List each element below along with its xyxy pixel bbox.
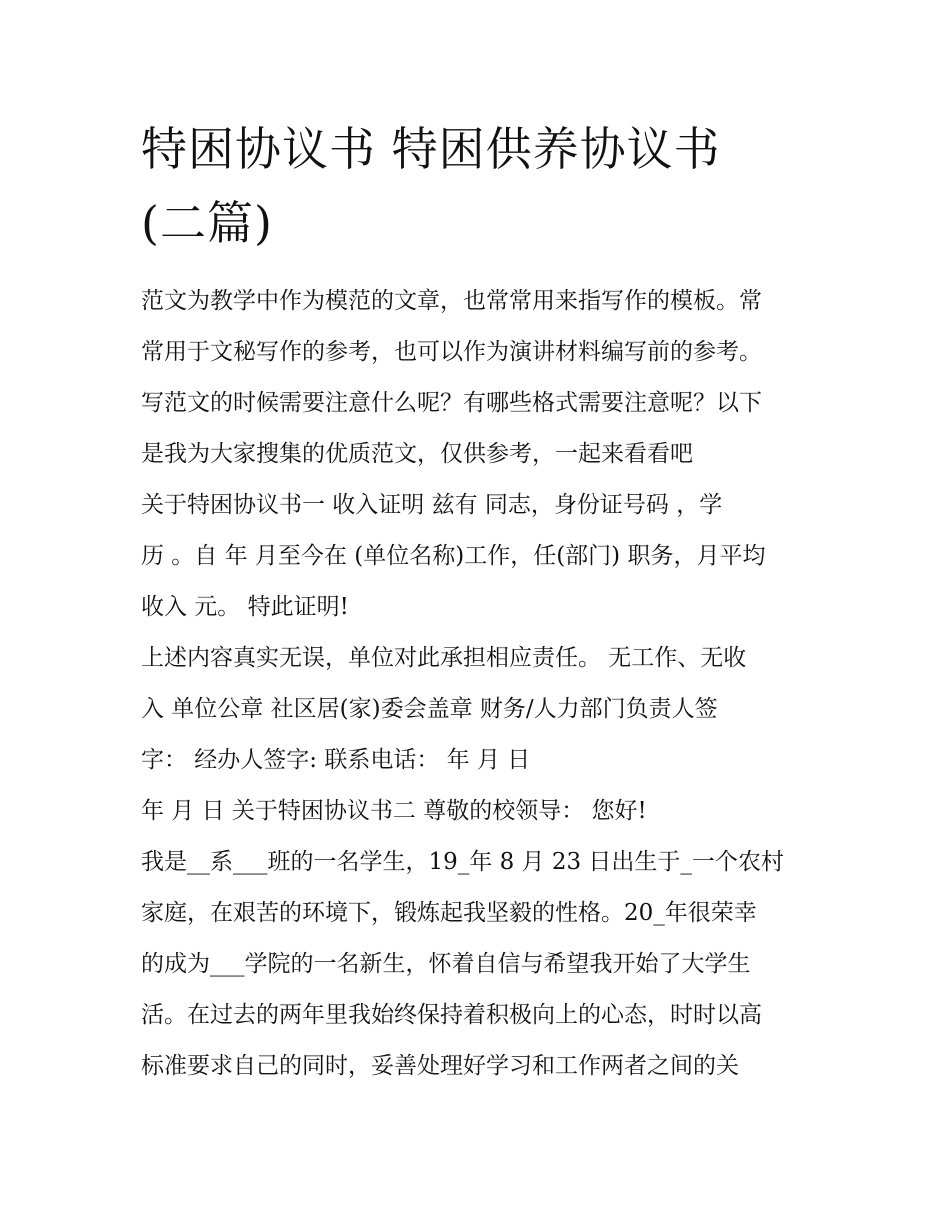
body-line: 上述内容真实无误，单位对此承担相应责任。 无工作、无收 bbox=[141, 645, 747, 671]
body-line: 活。在过去的两年里我始终保持着积极向上的心态，时时以高 bbox=[141, 1002, 762, 1028]
document-title bbox=[141, 112, 841, 260]
body-line: 标准要求自己的同时，妥善处理好学习和工作两者之间的关 bbox=[141, 1053, 739, 1079]
document-body bbox=[141, 276, 821, 1092]
title-line: (二篇) bbox=[141, 196, 273, 250]
body-line: 关于特困协议书一 收入证明 兹有 同志，身份证号码 ，学 bbox=[141, 492, 723, 518]
body-line: 我是__系___班的一名学生，19_年 8 月 23 日出生于_一个农村 bbox=[141, 849, 784, 875]
body-line: 字： 经办人签字: 联系电话： 年 月 日 bbox=[141, 747, 531, 773]
body-line: 常用于文秘写作的参考，也可以作为演讲材料编写前的参考。 bbox=[141, 339, 762, 365]
body-line: 的成为___学院的一名新生，怀着自信与希望我开始了大学生 bbox=[141, 951, 751, 977]
body-line: 写范文的时候需要注意什么呢？有哪些格式需要注意呢？以下 bbox=[141, 390, 762, 416]
body-line: 范文为教学中作为模范的文章，也常常用来指写作的模板。常 bbox=[141, 288, 762, 314]
body-line: 年 月 日 关于特困协议书二 尊敬的校领导： 您好! bbox=[141, 798, 647, 824]
body-line: 是我为大家搜集的优质范文，仅供参考，一起来看看吧 bbox=[141, 441, 693, 467]
body-line: 家庭，在艰苦的环境下，锻炼起我坚毅的性格。20_年很荣幸 bbox=[141, 900, 757, 926]
title-line: 特困协议书 特困供养协议书 bbox=[141, 122, 721, 176]
body-line: 收入 元。 特此证明! bbox=[141, 594, 349, 620]
body-line: 历 。自 年 月至今在 (单位名称)工作，任(部门) 职务，月平均 bbox=[141, 543, 766, 569]
body-line: 入 单位公章 社区居(家)委会盖章 财务/人力部门负责人签 bbox=[141, 696, 718, 722]
